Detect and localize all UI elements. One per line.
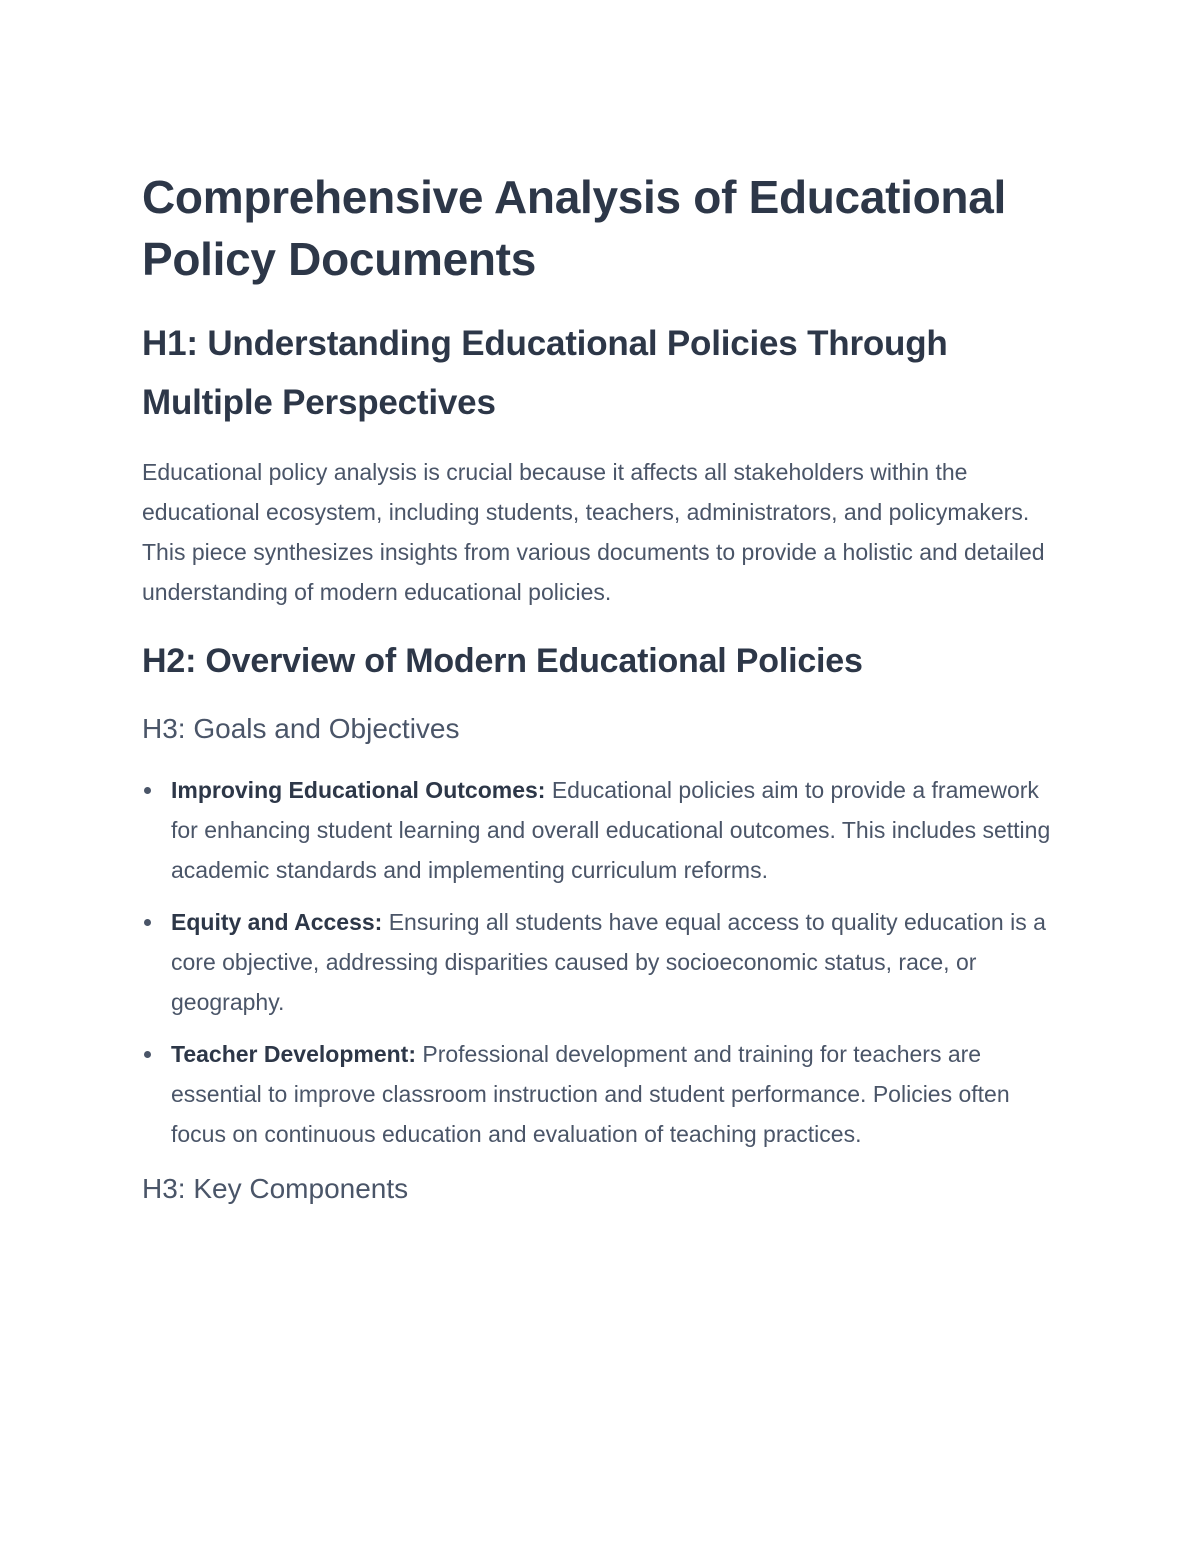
list-item: [142, 1034, 1062, 1154]
bullet-term: Equity and Access:: [171, 909, 383, 935]
heading-h3-components: H3: Key Components: [142, 1173, 409, 1204]
heading-h3-goals: H3: Goals and Objectives: [142, 713, 460, 744]
bullet-icon: [144, 787, 151, 794]
bullet-icon: [144, 919, 151, 926]
document-title: Comprehensive Analysis of Educational Policy Documents: [142, 171, 1006, 285]
intro-paragraph: Educational policy analysis is crucial because it affects all stakeholders within the educational ecosystem, including students, teachers, administrators, and policymakers. This piece synthesizes insights from various documents to provide a holistic and detailed understanding of modern educational policies.: [142, 459, 1045, 605]
goals-list: [142, 770, 1062, 1154]
bullet-text: Educational policies aim to provide a framework for enhancing student learning and overall educational outcomes. This includes setting academic standards and implementing curriculum reforms.: [171, 777, 1051, 883]
bullet-text: Professional development and training for teachers are essential to improve classroom instruction and student performance. Policies often focus on continuous education and evaluation of teaching practices.: [171, 1041, 1010, 1147]
heading-h1: H1: Understanding Educational Policies Through Multiple Perspectives: [142, 324, 948, 422]
list-item: [142, 770, 1062, 890]
heading-h2-overview: H2: Overview of Modern Educational Policies: [142, 642, 863, 680]
bullet-icon: [144, 1051, 151, 1058]
bullet-text: Ensuring all students have equal access to quality education is a core objective, addressing disparities caused by socioeconomic status, race, or geography.: [171, 909, 1046, 1015]
document-page: [142, 166, 1062, 1210]
bullet-term: Improving Educational Outcomes:: [171, 777, 546, 803]
bullet-term: Teacher Development:: [171, 1041, 416, 1067]
list-item: [142, 902, 1062, 1022]
